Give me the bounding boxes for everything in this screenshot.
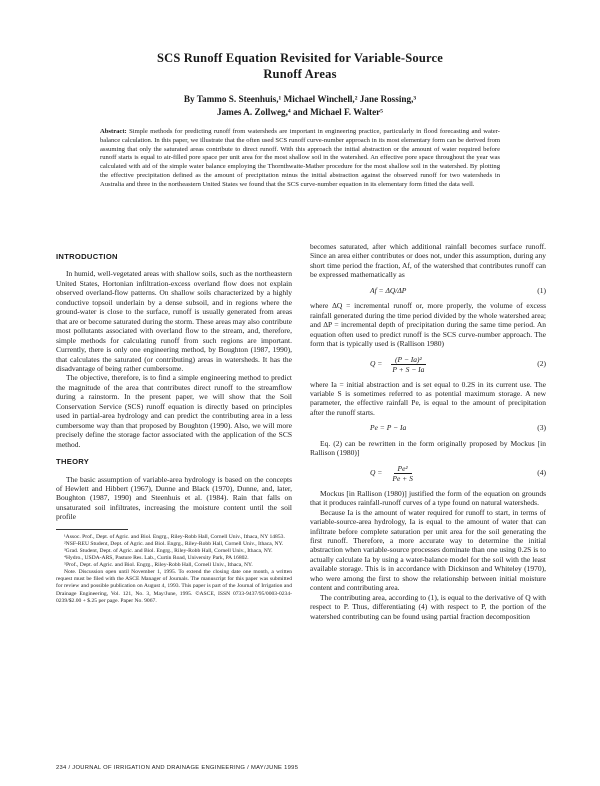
equation-3-number: (3) bbox=[537, 423, 546, 433]
authors-line-1: By Tammo S. Steenhuis,¹ Michael Winchell,² Jane Rossing,³ bbox=[183, 94, 417, 104]
footnote-4: ⁴Hydro., USDA-ARS, Pasture Res. Lab., Curtin Road, University Park, PA 16802. bbox=[64, 555, 249, 562]
equation-2-lhs: Q = bbox=[370, 359, 383, 369]
equation-3-body: Pe = P − Ia bbox=[370, 423, 407, 433]
theory-paragraph-1: The basic assumption of variable-area hydrology is based on the concepts of Hewlett and Hibbert (1967), Dunne and Black (1970), Dunne, and, later, Boughton (1987, 1990) and Steenhuis et al. (1984). Rain that falls on unsaturated soil infiltrates, increasing the moisture content until the soil profile bbox=[56, 474, 292, 522]
title-line-2: Runoff Areas bbox=[263, 67, 337, 81]
abstract-text: Simple methods for predicting runoff from watersheds are important in engineering practice, particularly in flood forecasting and water-balance calculation. In this paper, we illustrate that the often used SCS runoff curve-number approach in its most elementary form can be derived from assuming that only the saturated areas contribute to direct runoff. With this approach the initial abstraction or the amount of water required before runoff starts is equal to air-filled pore space per unit area for the most shallow soil in the watershed. An effective pore space throughout the year was calculated with aid of the simple water balance employing the Thornthwaite-Mather procedure for the most shallow soil in the watershed. By plotting the effective precipitation defined as the amount of precipitation minus the initial abstraction against the observed runoff for two watersheds in Australia and three in the northeastern United States we found that the SCS curve-number equation in its elementary form fitted the data well. bbox=[100, 128, 500, 188]
equation-4-denominator: Pe + S bbox=[392, 473, 413, 483]
paper-title bbox=[60, 50, 540, 82]
equation-4-number: (4) bbox=[537, 468, 546, 478]
equation-1-body: Af = ΔQ/ΔP bbox=[370, 285, 407, 295]
equation-4 bbox=[310, 464, 546, 483]
theory-paragraph-6: Mockus [in Rallison (1980)] justified the form of the equation on grounds that it produces rainfall-runoff curves of a type found on natural watersheds. bbox=[310, 488, 546, 508]
equation-2-denominator: P + S − Ia bbox=[392, 364, 425, 374]
theory-paragraph-4: where Ia = initial abstraction and is set equal to 0.2S in its current use. The variable S is sometimes referred to as potential maximum storage. A new parameter, the effective rainfall Pe, is equal to the amount of precipitation after the runoff starts. bbox=[310, 379, 546, 417]
footnote-5: ⁵Prof., Dept. of Agric. and Biol. Engrg., Riley-Robb Hall, Cornell Univ., Ithaca, NY. bbox=[64, 562, 253, 569]
abstract bbox=[100, 128, 500, 189]
footnote-divider bbox=[56, 529, 128, 530]
author-list bbox=[60, 93, 540, 119]
introduction-heading: INTRODUCTION bbox=[56, 252, 118, 261]
footnote-note: Note. Discussion open until November 1, 1995. To extend the closing date one month, a written request must be filed with the ASCE Manager of Journals. The manuscript for this paper was submitted for review and possible publication on August 4, 1993. This paper is part of the Journal of Irrigation and Drainage Engineering, Vol. 121, No. 3, May/June, 1995. ©ASCE, ISSN 0733-9437/95/0003-0234-0239/$2.00 + $.25 per page. Paper No. 9067. bbox=[56, 569, 292, 604]
theory-heading: THEORY bbox=[56, 457, 90, 467]
equation-4-fraction bbox=[388, 464, 416, 483]
equation-1 bbox=[310, 286, 546, 295]
theory-paragraph-5: Eq. (2) can be rewritten in the form originally proposed by Mockus [in Rallison (1980)] bbox=[310, 438, 546, 458]
theory-paragraph-2: becomes saturated, after which additional rainfall becomes surface runoff. Since an area either contributes or does not, under this assumption, during any short time period the fraction, Af, of the watershed that contributes runoff can be expressed mathematically as bbox=[310, 242, 546, 280]
equation-2-numerator: (P − Ia)² bbox=[391, 355, 426, 365]
equation-1-number: (1) bbox=[537, 285, 546, 295]
footnote-3: ³Grad. Student, Dept. of Agric. and Biol. Engrg., Riley-Robb Hall, Cornell Univ., Ithaca, NY. bbox=[64, 547, 273, 554]
title-line-1: SCS Runoff Equation Revisited for Variable-Source bbox=[156, 51, 444, 65]
theory-paragraph-7: Because Ia is the amount of water required for runoff to start, in terms of variable-source-area hydrology, Ia is equal to the amount of water that can infiltrate before complete saturation per unit area for the soil generating the first runoff. Therefore, a more accurate way to determine the initial abstraction when variable-source processes dominate than one using 0.2S is to actually calculate Ia by using a water-balance model for the soil with the least available storage. This is in accordance with Dickinson and Whiteley (1970), who were among the first to show the relationship between initial moisture content and contributing area. bbox=[310, 507, 546, 593]
page-footer: 234 / JOURNAL OF IRRIGATION AND DRAINAGE ENGINEERING / MAY/JUNE 1995 bbox=[56, 765, 299, 771]
right-column bbox=[310, 242, 546, 621]
abstract-label: Abstract: bbox=[100, 128, 127, 135]
intro-paragraph-2: The objective, therefore, is to find a simple engineering method to predict the magnitude of the area that contributes direct runoff to the streamflow during a rainstorm. In the present paper, we will show that the Soil Conservation Service (SCS) runoff equation is directly based on principles used in partial-area hydrology and can predict the contributing area in a less cumbersome way than that proposed by Boughton (1990). Also, we will more precisely define the storage factor associated with the application of the SCS method. bbox=[56, 373, 292, 449]
footnote-2: ²NSF-REU Student, Dept. of Agric. and Biol. Engrg., Riley-Robb Hall, Cornell Univ., Ithaca, NY. bbox=[64, 540, 284, 547]
theory-paragraph-8: The contributing area, according to (1), is equal to the derivative of Q with respect to P. Thus, differentiating (4) with respect to P, the portion of the watershed contributing can be found using partial fraction decomposition bbox=[310, 592, 546, 621]
equation-3 bbox=[310, 423, 546, 432]
equation-2-number: (2) bbox=[537, 359, 546, 369]
left-column bbox=[56, 252, 292, 605]
equation-4-lhs: Q = bbox=[370, 468, 383, 478]
theory-paragraph-3: where ΔQ = incremental runoff or, more properly, the volume of excess rainfall generated during the time period divided by the whole watershed area; and ΔP = incremental depth of precipitation during the same time period. An equation often used to predict runoff is the SCS curve-number approach. The form that is typically used is (Rallison 1980) bbox=[310, 301, 546, 349]
equation-4-numerator: Pe² bbox=[394, 464, 412, 474]
footnotes bbox=[56, 534, 292, 605]
intro-paragraph-1: In humid, well-vegetated areas with shallow soils, such as the northeastern United States, Hortonian infiltration-excess overland flow does not explain observed overland-flow patterns. On shallow soils characterized by a highly conductive topsoil underlain by a dense subsoil, and in regions where the ground-water is close to the surface, runoff is usually generated from areas that are or become saturated during the storm. These areas may also contribute most pollutants associated with overland flow to the stream, and, therefore, simple methods for calculating runoff from such regions are important. Currently, there is only one engineering method, by Boughton (1987, 1990), that calculates the saturated (or contributing) areas in watersheds. It has the disadvantage of being rather cumbersome. bbox=[56, 269, 292, 373]
footnote-1: ¹Assoc. Prof., Dept. of Agric. and Biol. Engrg., Riley-Robb Hall, Cornell Univ., Ithaca, NY 14853. bbox=[64, 533, 285, 540]
authors-line-2: James A. Zollweg,⁴ and Michael F. Walter⁵ bbox=[216, 107, 384, 117]
equation-2 bbox=[310, 355, 546, 374]
equation-2-fraction bbox=[388, 355, 428, 374]
